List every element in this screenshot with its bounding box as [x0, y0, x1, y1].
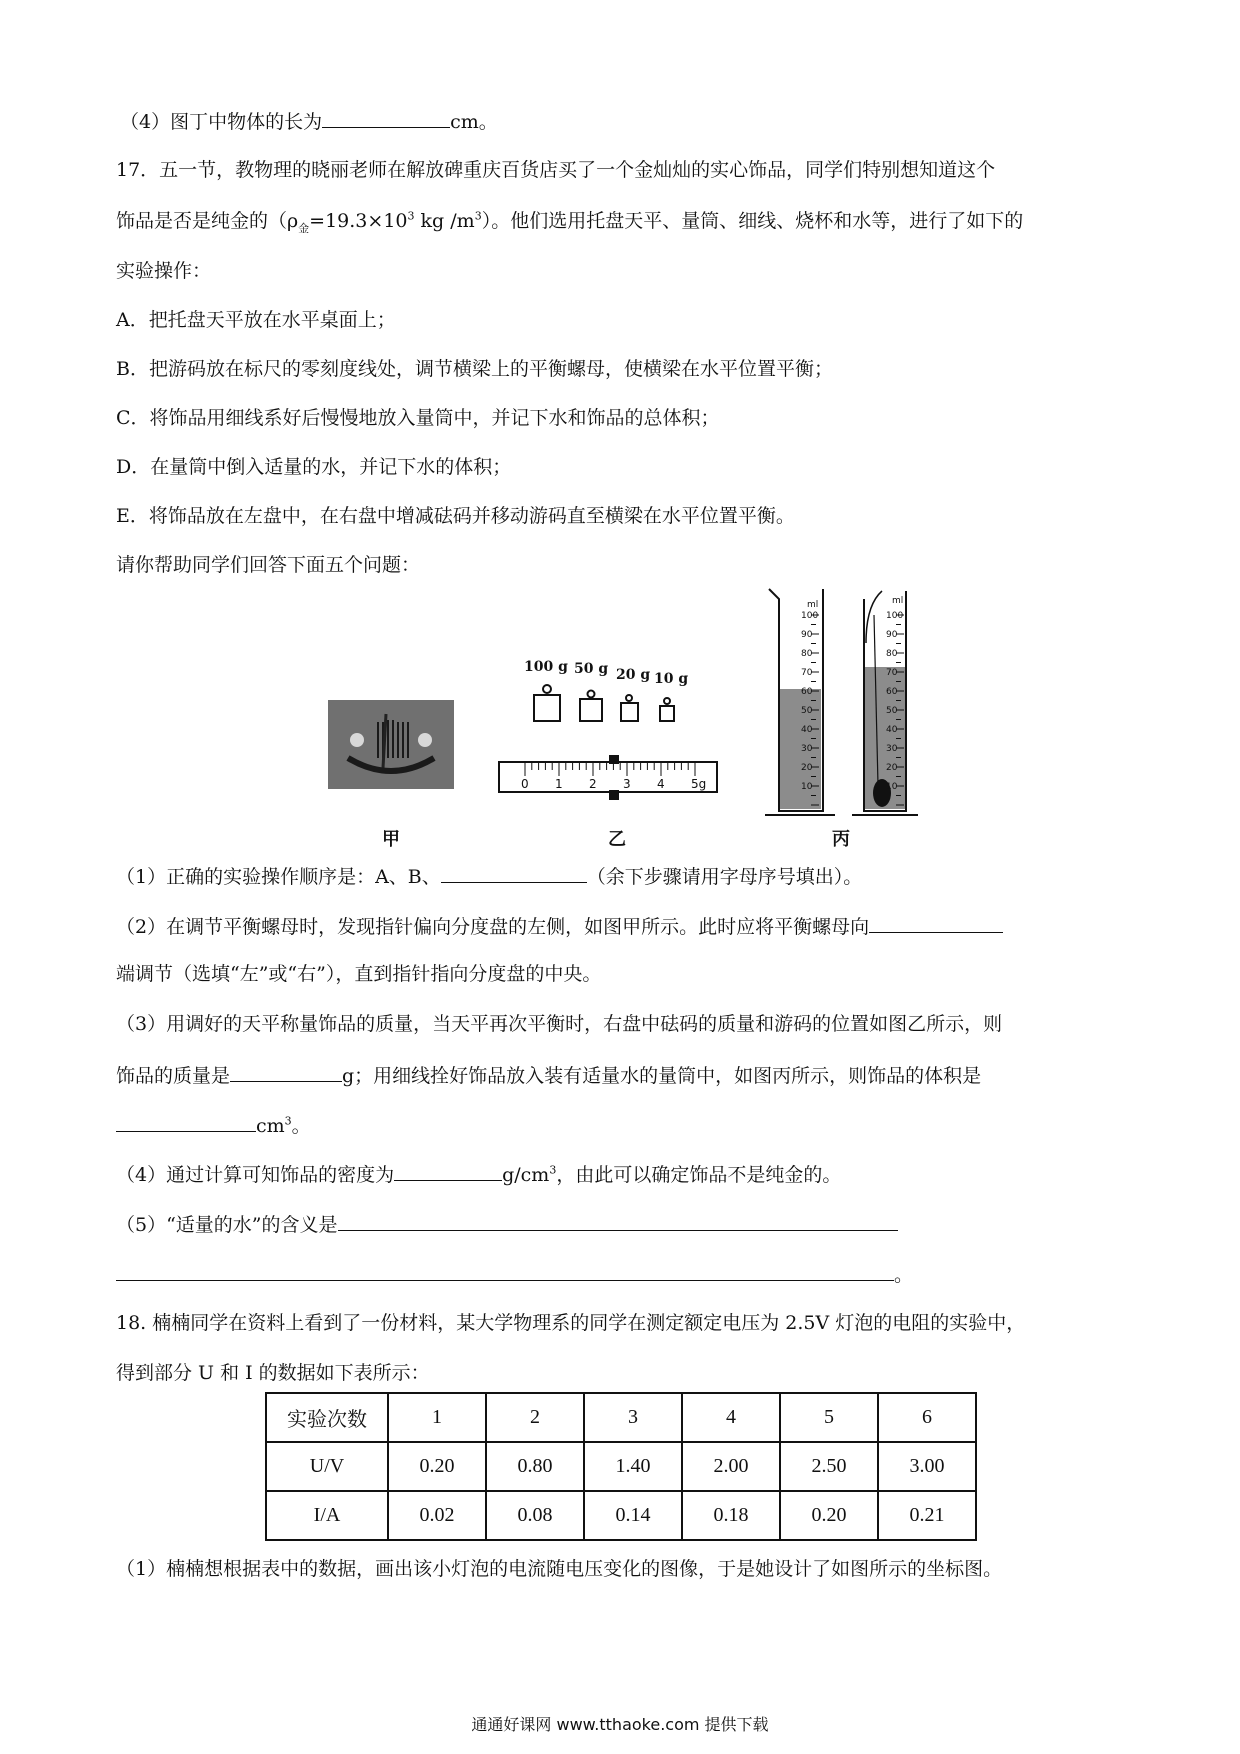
- part4-text: （4）通过计算可知饰品的密度为: [116, 1164, 395, 1186]
- table-cell: 0.20: [780, 1491, 878, 1540]
- cylinder-label: 100: [801, 611, 819, 621]
- cylinder-label: 80: [886, 649, 898, 659]
- answer-blank[interactable]: [441, 862, 587, 883]
- q17-text: 饰品是否是纯金的（ρ: [116, 210, 299, 232]
- table-header-row: [266, 1393, 976, 1442]
- q18-line2: 得到部分 U 和 I 的数据如下表所示：: [116, 1362, 430, 1384]
- rider-marker-bottom: [609, 790, 619, 800]
- part3-line2: [116, 1061, 981, 1089]
- cylinder-label: 70: [801, 668, 813, 678]
- cylinder-label: 50: [886, 706, 898, 716]
- weight-label-50g: 50 g: [574, 661, 609, 677]
- cylinder-label: 90: [886, 630, 898, 640]
- density-value: =19.3×10: [309, 210, 408, 232]
- step-e: E．将饰品放在左盘中，在右盘中增减砝码并移动游码直至横梁在水平位置平衡。: [116, 505, 795, 527]
- scale-label: 2: [589, 777, 597, 791]
- weight-label-20g: 20 g: [616, 667, 651, 683]
- table-cell: 2.00: [682, 1442, 780, 1491]
- weight-label-100g: 100 g: [524, 659, 568, 675]
- cylinder-label: 10: [801, 782, 813, 792]
- rider-marker-top: [609, 755, 619, 764]
- part3-text: 饰品的质量是: [116, 1065, 231, 1087]
- part2-line2: 端调节（选填“左”或“右”），直到指针指向分度盘的中央。: [116, 963, 602, 985]
- part5-line1: [116, 1210, 898, 1238]
- cylinder-label: 100: [886, 611, 904, 621]
- cylinder-label: 70: [886, 668, 898, 678]
- q18-line1: 18. 楠楠同学在资料上看到了一份材料，某大学物理系的同学在测定额定电压为 2.5V 灯泡的电阻的实验中，: [116, 1312, 1026, 1334]
- cylinder-unit: ml: [807, 600, 819, 610]
- q16-part4-unit: cm。: [450, 111, 498, 133]
- answer-blank[interactable]: [869, 912, 1003, 933]
- cylinder-label: 40: [886, 725, 898, 735]
- data-table: [265, 1392, 977, 1541]
- step-c: C．将饰品用细线系好后慢慢地放入量筒中，并记下水和饰品的总体积；: [116, 407, 720, 429]
- part2-line1: [116, 912, 1003, 940]
- q17-intro-line3: 实验操作：: [116, 260, 212, 282]
- volume-unit: cm: [256, 1115, 285, 1137]
- q16-part4-text: （4）图丁中物体的长为: [120, 111, 323, 133]
- table-cell: 1.40: [584, 1442, 682, 1491]
- rider-scale: [497, 752, 719, 804]
- table-cell: 3: [584, 1393, 682, 1442]
- table-cell: 1: [388, 1393, 486, 1442]
- table-row: [266, 1491, 976, 1540]
- table-cell: 0.20: [388, 1442, 486, 1491]
- caption-yi: 乙: [608, 829, 626, 850]
- q17-intro-line1: 17．五一节，教物理的晓丽老师在解放碑重庆百货店买了一个金灿灿的实心饰品，同学们特别想知道这个: [116, 159, 996, 181]
- weights-group: [520, 655, 730, 725]
- table-cell: 0.18: [682, 1491, 780, 1540]
- scale-label: 4: [657, 777, 665, 791]
- answer-blank[interactable]: [116, 1111, 256, 1132]
- part5-line2: [116, 1260, 913, 1288]
- part3-text-cont: g；用细线拴好饰品放入装有适量水的量筒中，如图丙所示，则饰品的体积是: [342, 1065, 982, 1087]
- table-cell: 0.08: [486, 1491, 584, 1540]
- part2-text: （2）在调节平衡螺母时，发现指针偏向分度盘的左侧，如图甲所示。此时应将平衡螺母向: [116, 916, 870, 938]
- table-cell: 实验次数: [266, 1393, 388, 1442]
- table-cell: 0.14: [584, 1491, 682, 1540]
- period: 。: [894, 1264, 914, 1286]
- cylinder-label: 50: [801, 706, 813, 716]
- table-cell: 4: [682, 1393, 780, 1442]
- weight-label-10g: 10 g: [654, 671, 689, 687]
- part1: [116, 862, 862, 890]
- table-cell: 2.50: [780, 1442, 878, 1491]
- part1-hint: （余下步骤请用字母序号填出）。: [586, 866, 863, 888]
- caption-jia: 甲: [382, 829, 400, 850]
- table-row: [266, 1442, 976, 1491]
- cylinder-label: 30: [801, 744, 813, 754]
- part1-text: （1）正确的实验操作顺序是：A、B、: [116, 866, 441, 888]
- cylinder-label: 80: [801, 649, 813, 659]
- table-cell: 0.80: [486, 1442, 584, 1491]
- table-cell: 0.21: [878, 1491, 976, 1540]
- step-d: D．在量筒中倒入适量的水，并记下水的体积；: [116, 456, 512, 478]
- cylinder-label: 90: [801, 630, 813, 640]
- table-cell: 6: [878, 1393, 976, 1442]
- table-cell: I/A: [266, 1491, 388, 1540]
- density-unit: g/cm: [502, 1164, 550, 1186]
- cylinder-label: 60: [801, 687, 813, 697]
- density-unit: kg /m: [414, 210, 475, 232]
- cylinder-label: 40: [801, 725, 813, 735]
- q17-intro-line2: [116, 208, 1023, 234]
- cylinder-unit: ml: [892, 596, 904, 606]
- answer-blank[interactable]: [338, 1210, 898, 1231]
- answer-blank[interactable]: [116, 1260, 894, 1281]
- cylinder-label: 30: [886, 744, 898, 754]
- q18-part1: （1）楠楠想根据表中的数据，画出该小灯泡的电流随电压变化的图像，于是她设计了如图所示的坐标图。: [116, 1558, 1003, 1580]
- q17-text-cont: ）。他们选用托盘天平、量筒、细线、烧杯和水等，进行了如下的: [481, 210, 1024, 232]
- table-cell: 0.02: [388, 1491, 486, 1540]
- answer-blank[interactable]: [394, 1160, 502, 1181]
- step-b: B．把游码放在标尺的零刻度线处，调节横梁上的平衡螺母，使横梁在水平位置平衡；: [116, 358, 833, 380]
- part3-line1: （3）用调好的天平称量饰品的质量，当天平再次平衡时，右盘中砝码的质量和游码的位置如图乙所示，则: [116, 1013, 1003, 1035]
- scale-label: 1: [555, 777, 563, 791]
- exponent: 3: [407, 209, 415, 223]
- part4: [116, 1160, 841, 1188]
- cylinder-label: 60: [886, 687, 898, 697]
- answer-blank[interactable]: [322, 107, 450, 128]
- cylinder-water: [755, 585, 845, 821]
- cylinder-label: 20: [886, 763, 898, 773]
- part4-text-cont: ，由此可以确定饰品不是纯金的。: [556, 1164, 842, 1186]
- scale-label: 3: [623, 777, 631, 791]
- table-cell: U/V: [266, 1442, 388, 1491]
- unit-exponent: 3: [474, 209, 482, 223]
- caption-bing: 丙: [832, 829, 850, 850]
- step-a: A．把托盘天平放在水平桌面上；: [116, 309, 396, 331]
- cylinder-label: 20: [801, 763, 813, 773]
- cylinder-label: 10: [886, 782, 898, 792]
- part3-line3: [116, 1111, 311, 1139]
- part5-text: （5）“适量的水”的含义是: [116, 1214, 338, 1236]
- table-cell: 5: [780, 1393, 878, 1442]
- page-footer: 通通好课网 www.tthaoke.com 提供下载: [471, 1715, 769, 1734]
- table-cell: 3.00: [878, 1442, 976, 1491]
- question-prompt: 请你帮助同学们回答下面五个问题：: [116, 554, 421, 576]
- cylinder-with-ornament: [852, 585, 942, 821]
- balance-pointer-photo: [328, 700, 454, 789]
- rho-subscript: 金: [298, 221, 310, 235]
- scale-label: 0: [521, 777, 529, 791]
- answer-blank[interactable]: [230, 1061, 342, 1082]
- unit-exponent: 3: [284, 1114, 292, 1128]
- scale-label: 5g: [691, 777, 707, 791]
- table-cell: 2: [486, 1393, 584, 1442]
- period: 。: [291, 1115, 311, 1137]
- unit-exponent: 3: [549, 1163, 557, 1177]
- q16-part4: [120, 107, 498, 135]
